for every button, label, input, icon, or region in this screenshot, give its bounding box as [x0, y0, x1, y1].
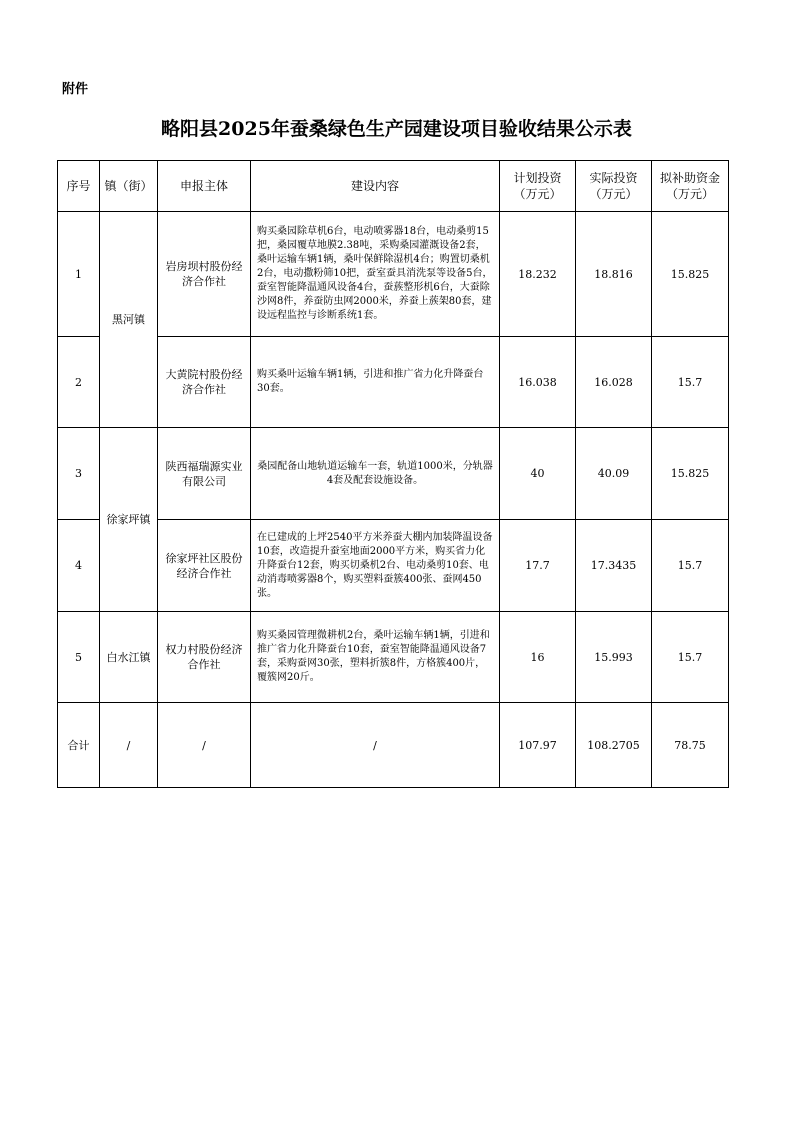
row-actual: 18.816 [576, 212, 652, 337]
total-content: / [251, 703, 500, 788]
total-label: 合计 [58, 703, 100, 788]
attachment-label: 附件 [62, 82, 89, 97]
row-planned: 16 [500, 612, 576, 703]
total-row [58, 703, 729, 788]
row-applicant: 权力村股份经济合作社 [158, 612, 251, 703]
town-cell: 黑河镇 [100, 212, 158, 428]
header-town: 镇（街） [100, 161, 158, 212]
table-row [58, 520, 729, 612]
town-cell: 白水江镇 [100, 612, 158, 703]
table-row [58, 337, 729, 428]
table-row [58, 612, 729, 703]
total-town: / [100, 703, 158, 788]
row-actual: 15.993 [576, 612, 652, 703]
row-applicant: 陕西福瑞源实业有限公司 [158, 428, 251, 520]
total-actual: 108.2705 [576, 703, 652, 788]
row-subsidy: 15.7 [652, 612, 729, 703]
table-row [58, 212, 729, 337]
row-planned: 17.7 [500, 520, 576, 612]
row-actual: 16.028 [576, 337, 652, 428]
town-cell: 徐家坪镇 [100, 428, 158, 612]
total-applicant: / [158, 703, 251, 788]
row-actual: 17.3435 [576, 520, 652, 612]
row-content: 在已建成的上坪2540平方米养蚕大棚内加装降温设备10套，改造提升蚕室地面2000平方米，购买省力化升降蚕台12套，购买切桑机2台、电动桑剪10套、电动消毒喷雾器8个，购买塑料蚕簇400张、蚕网450张。 [251, 520, 500, 612]
row-applicant: 徐家坪社区股份经济合作社 [158, 520, 251, 612]
header-subsidy: 拟补助资金 （万元） [652, 161, 729, 212]
row-no: 5 [58, 612, 100, 703]
row-applicant: 岩房坝村股份经济合作社 [158, 212, 251, 337]
header-planned: 计划投资 （万元） [500, 161, 576, 212]
row-actual: 40.09 [576, 428, 652, 520]
row-planned: 16.038 [500, 337, 576, 428]
results-table [57, 160, 729, 788]
header-no: 序号 [58, 161, 100, 212]
row-applicant: 大黄院村股份经济合作社 [158, 337, 251, 428]
row-no: 1 [58, 212, 100, 337]
header-content: 建设内容 [251, 161, 500, 212]
row-subsidy: 15.7 [652, 337, 729, 428]
row-content: 购买桑园除草机6台，电动喷雾器18台，电动桑剪15把，桑园覆草地膜2.38吨，采购桑园灌溉设备2套，桑叶运输车辆1辆，桑叶保鲜除湿机4台；购置切桑机2台，电动撒粉筛10把，蚕室蚕具消洗泵等设备5台，蚕室智能降温通风设备4台，蚕蔟整形机6台，大蚕除沙网8件，养蚕防虫网2000米，养蚕上蔟架80套，建设远程监控与诊断系统1套。 [251, 212, 500, 337]
header-actual: 实际投资 （万元） [576, 161, 652, 212]
row-subsidy: 15.7 [652, 520, 729, 612]
total-subsidy: 78.75 [652, 703, 729, 788]
row-no: 4 [58, 520, 100, 612]
row-planned: 18.232 [500, 212, 576, 337]
row-content: 购买桑园管理微耕机2台，桑叶运输车辆1辆，引进和推广省力化升降蚕台10套，蚕室智能降温通风设备7套，采购蚕网30张，塑料折簇8件，方格簇400片，覆簇网20斤。 [251, 612, 500, 703]
header-row [58, 161, 729, 212]
row-no: 2 [58, 337, 100, 428]
row-subsidy: 15.825 [652, 428, 729, 520]
row-content: 购买桑叶运输车辆1辆，引进和推广省力化升降蚕台30套。 [251, 337, 500, 428]
total-planned: 107.97 [500, 703, 576, 788]
header-applicant: 申报主体 [158, 161, 251, 212]
page-title: 略阳县2025年蚕桑绿色生产园建设项目验收结果公示表 [161, 118, 632, 140]
row-subsidy: 15.825 [652, 212, 729, 337]
row-planned: 40 [500, 428, 576, 520]
row-no: 3 [58, 428, 100, 520]
table-row [58, 428, 729, 520]
row-content: 桑园配备山地轨道运输车一套，轨道1000米，分轨器4套及配套设施设备。 [251, 428, 500, 520]
